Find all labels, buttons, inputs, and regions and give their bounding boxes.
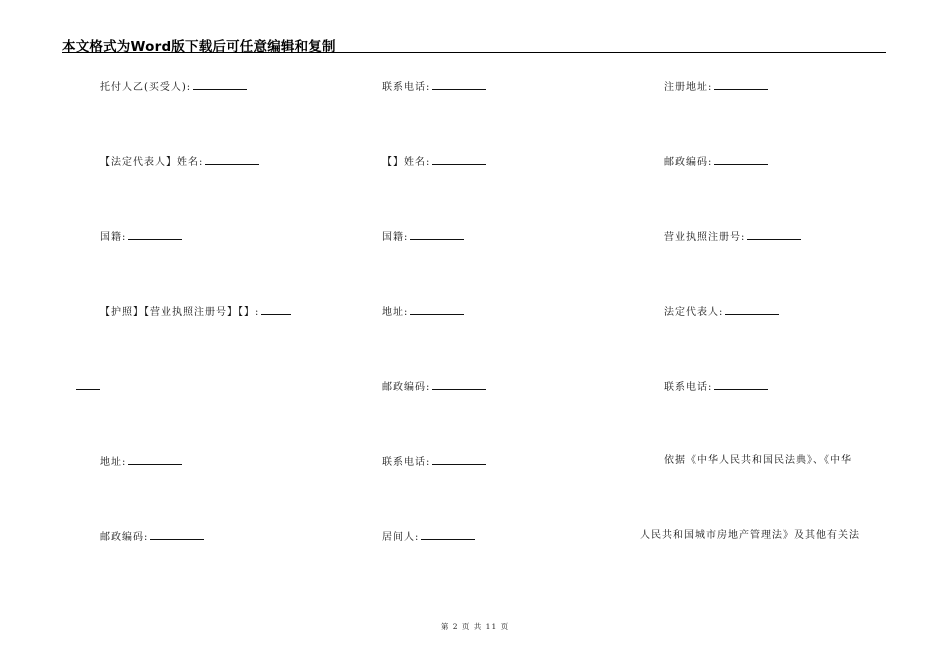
blank-line: [421, 529, 475, 540]
field-nationality: [100, 229, 182, 245]
field-client-b-buyer: [100, 79, 247, 95]
field-continuation: [76, 379, 100, 395]
field-label: 注册地址:: [664, 82, 713, 93]
blank-line: [261, 304, 291, 315]
document-header-title: 本文格式为Word版下载后可任意编辑和复制: [62, 39, 336, 55]
field-contact-phone-2: [382, 454, 486, 470]
blank-line: [76, 379, 100, 390]
field-registered-address: [664, 79, 768, 95]
field-label: 法定代表人:: [664, 307, 724, 318]
body-text-line-2: 人民共和国城市房地产管理法》及其他有关法: [640, 530, 860, 541]
blank-line: [747, 229, 801, 240]
page-indicator: 第 2 页 共 11 页: [440, 622, 510, 631]
blank-line: [432, 154, 486, 165]
field-contact-phone-3: [664, 379, 768, 395]
field-label: 联系电话:: [382, 457, 431, 468]
field-postal-code-2: [382, 379, 486, 395]
blank-line: [714, 154, 768, 165]
field-label: 国籍:: [100, 232, 127, 243]
blank-line: [128, 229, 182, 240]
blank-line: [128, 454, 182, 465]
blank-line: [410, 304, 464, 315]
field-legal-representative: [664, 304, 779, 320]
field-label: 托付人乙(买受人):: [100, 82, 192, 93]
body-text-line-1: 依据《中华人民共和国民法典》、《中华: [664, 455, 852, 466]
field-label: 邮政编码:: [664, 157, 713, 168]
field-label: 邮政编码:: [382, 382, 431, 393]
field-contact-phone: [382, 79, 486, 95]
blank-line: [432, 79, 486, 90]
blank-line: [725, 304, 779, 315]
blank-line: [193, 79, 247, 90]
blank-line: [410, 229, 464, 240]
field-passport-license-no: [100, 304, 291, 320]
field-label: 【法定代表人】姓名:: [100, 157, 204, 168]
blank-line: [432, 379, 486, 390]
field-nationality-2: [382, 229, 464, 245]
field-legal-rep-name: [100, 154, 259, 170]
field-label: 联系电话:: [382, 82, 431, 93]
blank-line: [205, 154, 259, 165]
field-label: 邮政编码:: [100, 532, 149, 543]
field-postal-code: [100, 529, 204, 545]
field-broker: [382, 529, 475, 545]
blank-line: [150, 529, 204, 540]
field-label: 联系电话:: [664, 382, 713, 393]
field-label: 营业执照注册号:: [664, 232, 746, 243]
field-label: 【】姓名:: [382, 157, 431, 168]
field-postal-code-3: [664, 154, 768, 170]
field-business-license-no: [664, 229, 801, 245]
blank-line: [432, 454, 486, 465]
blank-line: [714, 379, 768, 390]
field-address: [100, 454, 182, 470]
field-label: 居间人:: [382, 532, 420, 543]
blank-line: [714, 79, 768, 90]
field-label: 【护照】【营业执照注册号】【】:: [100, 307, 260, 318]
field-label: 地址:: [382, 307, 409, 318]
field-label: 国籍:: [382, 232, 409, 243]
header-divider: [62, 52, 886, 53]
field-name: [382, 154, 486, 170]
field-label: 地址:: [100, 457, 127, 468]
field-address-2: [382, 304, 464, 320]
